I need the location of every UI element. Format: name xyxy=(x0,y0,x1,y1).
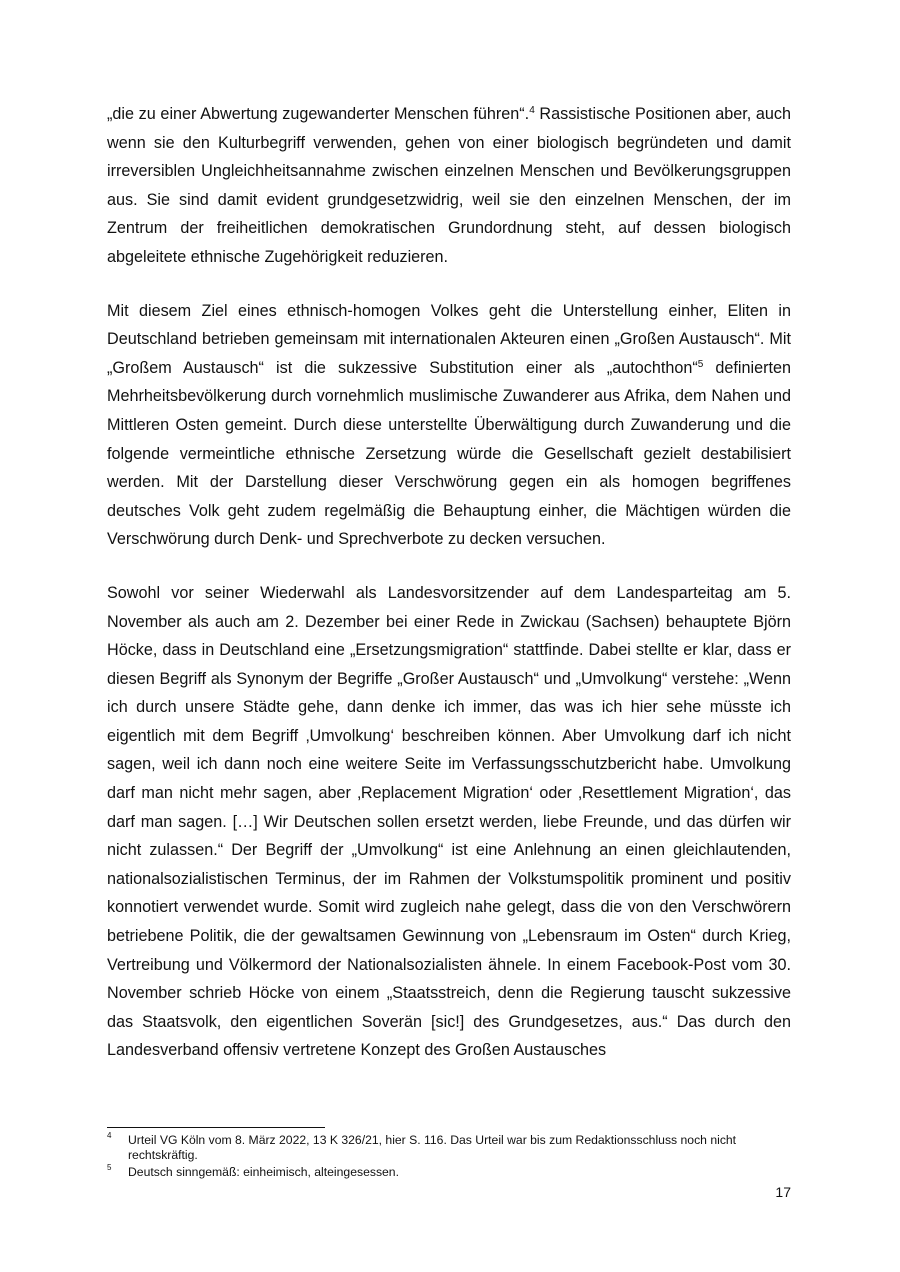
footnote-text: Deutsch sinngemäß: einheimisch, alteingesessen. xyxy=(128,1165,399,1179)
paragraph-2 xyxy=(107,297,791,554)
paragraph-1-text-a: „die zu einer Abwertung zugewanderter Menschen führen“. xyxy=(107,105,530,123)
footnote-number: 5 xyxy=(107,1163,112,1172)
footnote-text: Urteil VG Köln vom 8. März 2022, 13 K 326/21, hier S. 116. Das Urteil war bis zum Redaktionsschluss noch nicht rechtskräftig. xyxy=(128,1133,737,1162)
footnote-ref-5[interactable]: 5 xyxy=(697,358,704,370)
footnotes-section xyxy=(107,1127,791,1182)
footnote-ref-4[interactable]: 4 xyxy=(529,105,535,116)
paragraph-1 xyxy=(107,100,791,272)
page-number: 17 xyxy=(775,1184,791,1200)
document-body xyxy=(107,100,791,1090)
footnote-4 xyxy=(107,1133,791,1163)
footnote-number: 4 xyxy=(107,1131,112,1140)
paragraph-3: Sowohl vor seiner Wiederwahl als Landesvorsitzender auf dem Landesparteitag am 5. November als auch am 2. Dezember bei einer Rede in Zwickau (Sachsen) behauptete Björn Höcke, dass in Deutschland eine „Ersetzungsmigration“ stattfinde. Dabei stellte er klar, dass er diesen Begriff als Synonym der Begriffe „Großer Austausch“ und „Umvolkung“ verstehe: „Wenn ich durch unsere Städte gehe, dann denke ich immer, das was ich hier sehe müsste ich eigentlich mit dem Begriff ‚Umvolkung‘ beschreiben können. Aber Umvolkung darf ich nicht sagen, weil ich dann noch eine weitere Seite im Verfassungsschutzbericht habe. Umvolkung darf man nicht mehr sagen, aber ‚Replacement Migration‘ oder ‚Resettlement Migration‘, das darf man sagen. […] Wir Deutschen sollen ersetzt werden, liebe Freunde, und das dürfen wir nicht zulassen.“ Der Begriff der „Umvolkung“ ist eine Anlehnung an einen gleichlautenden, nationalsozialistischen Terminus, der im Rahmen der Volkstumspolitik prominent und positiv konnotiert verwendet wurde. Somit wird zugleich nahe gelegt, dass die von den Verschwörern betriebene Politik, die der gewaltsamen Gewinnung von „Lebensraum im Osten“ durch Krieg, Vertreibung und Völkermord der Nationalsozialisten ähnele. In einem Facebook-Post vom 30. November schrieb Höcke von einem „Staatsstreich, denn die Regierung tauscht sukzessive das Staatsvolk, den eigentlichen Soverän [sic!] des Grundgesetzes, aus.“ Das durch den Landesverband offensiv vertretene Konzept des Großen Austausches xyxy=(107,583,791,1060)
footnote-divider xyxy=(107,1127,325,1128)
footnote-5 xyxy=(107,1165,791,1180)
paragraph-1-text-b: Rassistische Positionen aber, auch wenn sie den Kulturbegriff verwenden, gehen von einer biologisch begründeten und damit irreversiblen Ungleichheitsannahme zwischen einzelnen Menschen und Bevölkerungsgruppen aus. Sie sind damit evident grundgesetzwidrig, weil sie den einzelnen Menschen, der im Zentrum der freiheitlichen demokratischen Grundordnung steht, auf dessen biologisch abgeleitete ethnische Zugehörigkeit reduzieren. xyxy=(107,105,792,266)
paragraph-2-text-b: definierten Mehrheitsbevölkerung durch vornehmlich muslimische Zuwanderer aus Afrika, dem Nahen und Mittleren Osten gemeint. Durch diese unterstellte Überwältigung durch Zuwanderung und die folgende vermeintliche ethnische Zersetzung würde die Gesellschaft gezielt destabilisiert werden. Mit der Darstellung dieser Verschwörung gegen ein als homogen begriffenes deutsches Volk geht zudem regelmäßig die Behauptung einher, die Mächtigen würden die Verschwörung durch Denk- und Sprechverbote zu decken versuchen. xyxy=(107,358,792,549)
paragraph-2-text-a: Mit diesem Ziel eines ethnisch-homogen Volkes geht die Unterstellung einher, Eliten in Deutschland betrieben gemeinsam mit internationalen Akteuren einen „Großen Austausch“. Mit „Großem Austausch“ ist die sukzessive Substitution einer als „autochthon“ xyxy=(107,301,791,377)
